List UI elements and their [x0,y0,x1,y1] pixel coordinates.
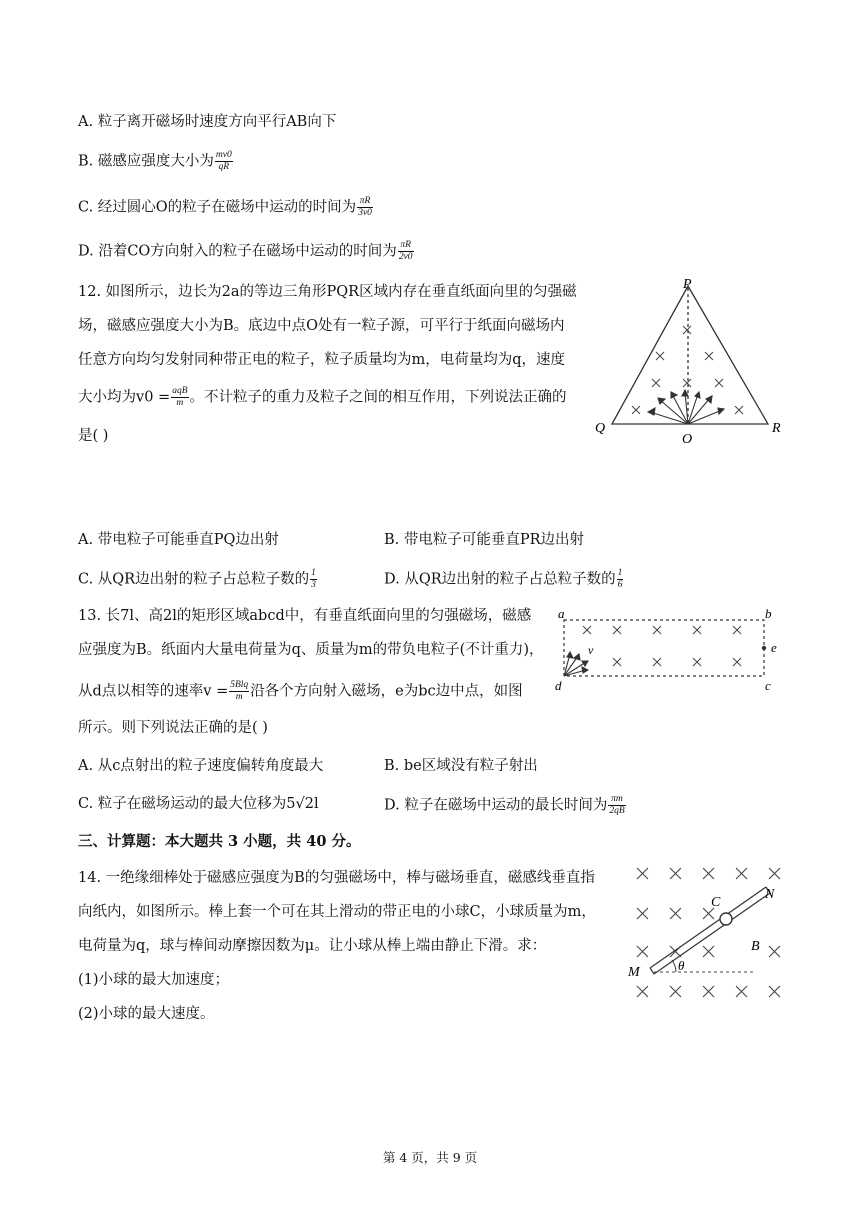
q12-option-d: D. 从QR边出射的粒子占总粒子数的 $\frac{1}{6}$ [384,568,623,590]
label-b: B [751,939,760,954]
rectangle-abcd [564,620,764,676]
q12-stem-line5: 是( ) [78,428,109,444]
q12-stem-line3: 任意方向均匀发射同种带正电的粒子，粒子质量均为m，电荷量均为q，速度 [78,352,566,368]
label-b: b [765,606,772,621]
q14-stem-line3: 电荷量为q，球与棒间动摩擦因数为μ。让小球从棒上端由静止下滑。求： [78,938,547,954]
fraction: $\frac{1}{3}$ [311,568,316,590]
fraction: $\frac{\text{aqB}}{m}$ [172,386,188,408]
q12-stem-line2: 场，磁感应强度大小为B。底边中点O处有一粒子源，可平行于纸面向磁场内 [78,318,565,334]
label-c: C [711,895,721,910]
label-e: e [771,640,777,655]
fraction: $\frac{\text{5Blq}}{m}$ [230,680,249,702]
q12-option-c: C. 从QR边出射的粒子占总粒子数的 $\frac{1}{3}$ [78,568,316,590]
q12-stem-line4: 大小均为v0 = $\frac{\text{aqB}}{m}$ 。不计粒子的重力及粒子之间的相互作用，下列说法正确的 [78,386,567,408]
q13-stem-line4: 所示。则下列说法正确的是( ) [78,720,268,736]
q14-part2: (2)小球的最大速度。 [78,1006,215,1022]
q11-option-a: A. 粒子离开磁场时速度方向平行AB向下 [78,114,337,130]
q11-option-d: D. 沿着CO方向射入的粒子在磁场中运动的时间为 $\frac{\pi R}{2v0}$ [78,240,413,262]
q11-option-b: B. 磁感应强度大小为 $\frac{mv0}{qR}$ [78,150,232,172]
q13-stem-line1: 13. 长7l、高2l的矩形区域abcd中，有垂直纸面向里的匀强磁场，磁感 [78,608,532,624]
label-n: N [765,887,775,902]
q13-option-d: D. 粒子在磁场中运动的最长时间为 $\frac{\pi m}{2qB}$ [384,794,625,816]
fraction: $\frac{\pi m}{2qB}$ [609,794,625,816]
q13-stem-line3: 从d点以相等的速率v = $\frac{\text{5Blq}}{m}$ 沿各个方向射入磁场，e为bc边中点，如图 [78,680,523,702]
label-a: a [558,606,565,621]
label-r: R [772,421,781,436]
q12-option-a: A. 带电粒子可能垂直PQ边出射 [78,532,279,548]
q11-option-c: C. 经过圆心O的粒子在磁场中运动的时间为 $\frac{\pi R}{3v0}$ [78,196,372,218]
triangle-pqr [612,286,768,424]
angle-arc [672,960,676,972]
q14-stem-line2: 向纸内，如图所示。棒上套一个可在其上滑动的带正电的小球C，小球质量为m， [78,904,596,920]
q12-stem-line1: 12. 如图所示，边长为2a的等边三角形PQR区域内存在垂直纸面向里的匀强磁 [78,284,577,300]
q13-option-a: A. 从c点射出的粒子速度偏转角度最大 [78,758,324,774]
label-o: O [682,432,693,447]
q12-triangle-figure [592,276,788,448]
field-cross-marks [637,868,780,997]
fraction: $\frac{\pi R}{2v0}$ [398,240,413,262]
label-c: c [765,678,771,693]
section-heading: 三、计算题：本大题共 3 小题，共 40 分。 [78,833,361,850]
q13-rectangle-figure [552,604,784,694]
label-theta: θ [678,958,685,973]
label-q: Q [595,421,606,436]
q14-stem-line1: 14. 一绝缘细棒处于磁感应强度为B的匀强磁场中，棒与磁场垂直，磁感线垂直指 [78,870,595,886]
page-footer: 第 4 页，共 9 页 [382,1150,478,1165]
point-e [762,646,766,650]
q13-stem-line2: 应强度为B。纸面内大量电荷量为q、质量为m的带负电粒子(不计重力)， [78,642,544,658]
q13-option-c: C. 粒子在磁场运动的最大位移为5√2l [78,796,319,812]
fraction: $\frac{1}{6}$ [617,568,623,590]
q14-rod-figure [624,862,790,1006]
label-v: v [588,643,594,657]
insulating-rod [650,887,770,974]
fraction: $\frac{\pi R}{3v0}$ [358,196,372,218]
label-d: d [555,678,562,693]
q14-part1: (1)小球的最大加速度； [78,972,230,988]
label-m: M [628,965,640,980]
q12-option-b: B. 带电粒子可能垂直PR边出射 [384,532,585,548]
ball-c [720,913,732,925]
particle-velocity-arrows [648,390,724,424]
label-p: P [683,277,692,292]
field-cross-marks [583,626,741,666]
field-cross-marks [632,326,743,414]
q13-option-b: B. be区域没有粒子射出 [384,758,538,774]
particle-velocity-arrows [564,652,588,676]
fraction: $\frac{mv0}{qR}$ [215,150,232,172]
